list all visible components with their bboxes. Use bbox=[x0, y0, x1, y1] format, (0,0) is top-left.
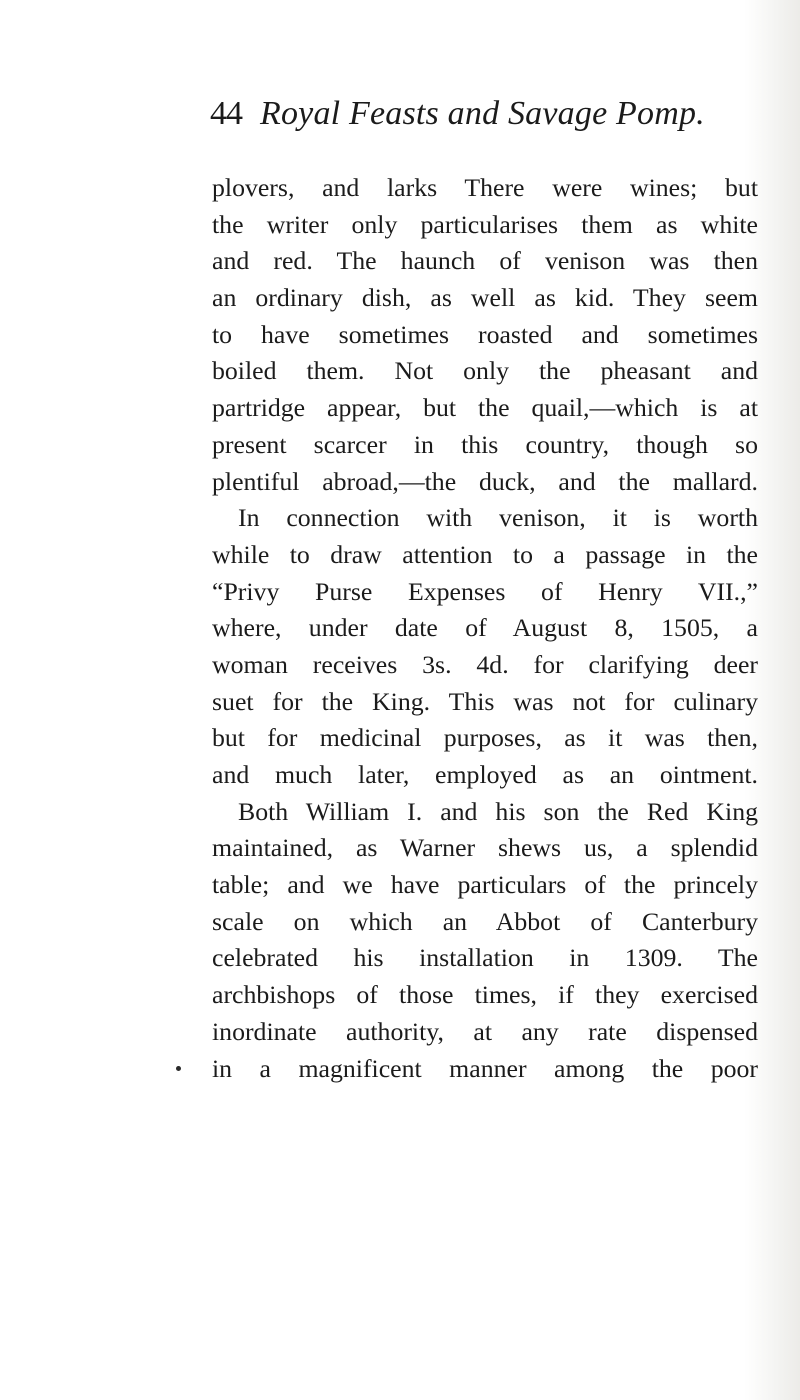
text-line: while to draw attention to a passage in the bbox=[212, 539, 758, 569]
text-line: and much later, employed as an ointment. bbox=[212, 760, 758, 789]
margin-mark bbox=[176, 1066, 181, 1071]
text-line: Both William I. and his son the Red King bbox=[238, 796, 758, 826]
text-line: inordinate authority, at any rate dispensed bbox=[212, 1016, 758, 1046]
text-line: in a magnificent manner among the poor bbox=[212, 1053, 758, 1083]
text-line: partridge appear, but the quail,—which is at bbox=[212, 393, 758, 423]
text-line: celebrated his installation in 1309. The bbox=[212, 943, 758, 973]
text-line: present scarcer in this country, though so bbox=[212, 429, 758, 459]
page-number: 44 bbox=[210, 95, 242, 132]
text-line: plovers, and larks There were wines; but bbox=[212, 173, 758, 202]
text-line: and red. The haunch of venison was then bbox=[212, 246, 758, 276]
text-line: table; and we have particulars of the princely bbox=[212, 870, 758, 900]
text-line: In connection with venison, it is worth bbox=[238, 503, 758, 533]
text-line: where, under date of August 8, 1505, a bbox=[212, 613, 758, 643]
text-line: an ordinary dish, as well as kid. They seem bbox=[212, 283, 758, 313]
page-header bbox=[210, 95, 770, 143]
text-line: but for medicinal purposes, as it was then, bbox=[212, 723, 758, 753]
text-line: suet for the King. This was not for culinary bbox=[212, 686, 758, 716]
text-line: “Privy Purse Expenses of Henry VII.,” bbox=[212, 576, 758, 606]
text-line: to have sometimes roasted and sometimes bbox=[212, 319, 758, 349]
text-line: plentiful abroad,—the duck, and the mallard. bbox=[212, 466, 758, 496]
text-line: woman receives 3s. 4d. for clarifying deer bbox=[212, 649, 758, 679]
text-line: scale on which an Abbot of Canterbury bbox=[212, 906, 758, 936]
text-line: the writer only particularises them as white bbox=[212, 209, 758, 239]
body-text bbox=[212, 170, 758, 1087]
running-title: Royal Feasts and Savage Pomp. bbox=[260, 95, 705, 132]
text-line: boiled them. Not only the pheasant and bbox=[212, 356, 758, 386]
text-line: maintained, as Warner shews us, a splendid bbox=[212, 833, 758, 863]
text-line: archbishops of those times, if they exercised bbox=[212, 980, 758, 1010]
